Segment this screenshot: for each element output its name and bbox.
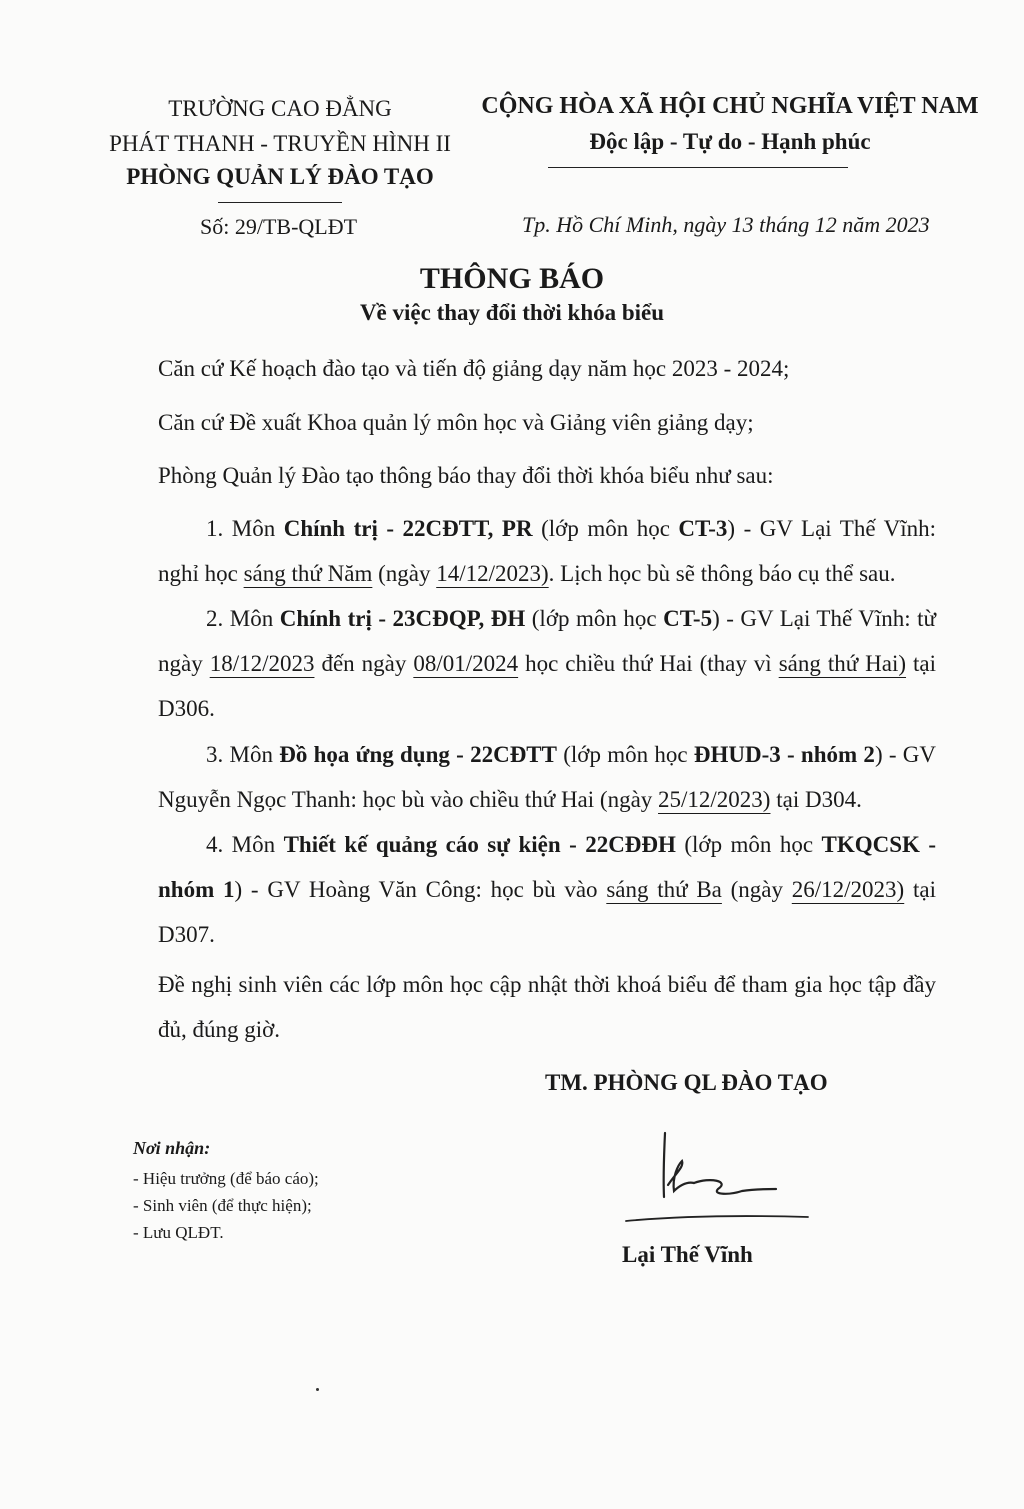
notice-item-4: 4. Môn Thiết kế quảng cáo sự kiện - 22CĐĐH (lớp môn học TKQCSK - nhóm 1) - GV Hoàng Văn Công: học bù vào sáng thứ Ba (ngày 26/12/2023) tại D307. [158,832,936,947]
place-date: Tp. Hồ Chí Minh, ngày 13 tháng 12 năm 2023 [522,212,930,237]
recipient-item: - Hiệu trưởng (để báo cáo); [133,1169,319,1188]
basis-line-3: Phòng Quản lý Đào tạo thông báo thay đổi thời khóa biểu như sau: [158,463,774,488]
signer-name: Lại Thế Vĩnh [622,1242,753,1267]
motto: Độc lập - Tự do - Hạnh phúc [589,129,871,154]
closing-paragraph: Đề nghị sinh viên các lớp môn học cập nhật thời khoá biểu để tham gia học tập đầy đủ, đúng giờ. [158,972,936,1042]
org-underline [218,202,342,203]
ink-dot [316,1388,319,1391]
basis-line-1: Căn cứ Kế hoạch đào tạo và tiến độ giảng dạy năm học 2023 - 2024; [158,356,790,381]
country-name: CỘNG HÒA XÃ HỘI CHỦ NGHĨA VIỆT NAM [481,93,979,119]
signature-title: TM. PHÒNG QL ĐÀO TẠO [545,1070,828,1095]
recipient-item: - Sinh viên (để thực hiện); [133,1196,312,1215]
org-line-2: PHÁT THANH - TRUYỀN HÌNH II [109,131,451,156]
document-title: THÔNG BÁO [419,262,605,295]
org-line-1: TRƯỜNG CAO ĐẲNG [168,96,392,121]
notice-item-1: 1. Môn Chính trị - 22CĐTT, PR (lớp môn học CT-3) - GV Lại Thế Vĩnh: nghỉ học sáng thứ Năm (ngày 14/12/2023). Lịch học bù sẽ thông báo cụ thể sau. [158,516,937,586]
notice-item-2: 2. Môn Chính trị - 23CĐQP, ĐH (lớp môn học CT-5) - GV Lại Thế Vĩnh: từ ngày 18/12/2023 đến ngày 08/01/2024 học chiều thứ Hai (thay vì sáng thứ Hai) tại D306. [158,606,936,721]
document-subtitle: Về việc thay đổi thời khóa biểu [359,300,665,325]
document-number: Số: 29/TB-QLĐT [200,214,358,239]
recipient-item: - Lưu QLĐT. [133,1223,224,1242]
org-line-3: PHÒNG QUẢN LÝ ĐÀO TẠO [126,164,434,189]
handwritten-signature [620,1115,820,1235]
recipients-heading: Nơi nhận: [133,1138,211,1158]
basis-line-2: Căn cứ Đề xuất Khoa quản lý môn học và Giảng viên giảng dạy; [158,410,754,435]
notice-item-3: 3. Môn Đồ họa ứng dụng - 22CĐTT (lớp môn học ĐHUD-3 - nhóm 2) - GV Nguyễn Ngọc Thanh: học bù vào chiều thứ Hai (ngày 25/12/2023) tại D304. [158,742,937,812]
motto-underline [548,167,848,168]
